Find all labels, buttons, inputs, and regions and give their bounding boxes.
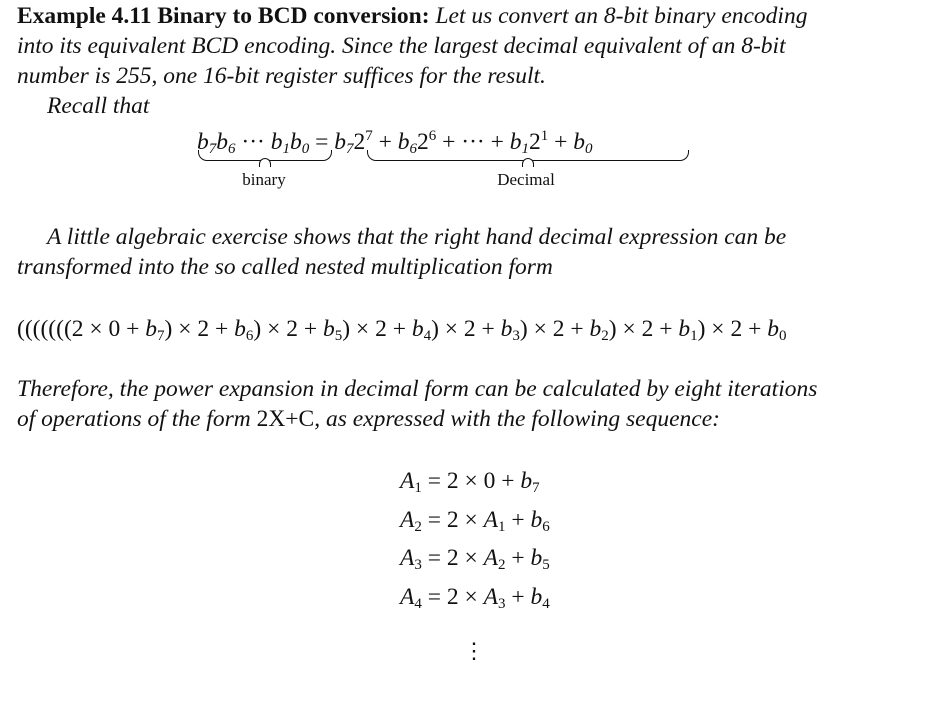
sequence-row-4: $A_4 = 2 \times A_3 + b_4$ [400,584,550,612]
nested-part-b3: $b_3) \times 2$ + [500,316,590,344]
nested-part-b1: $b_1) \times 2$ + [678,316,768,344]
nested-part-b2: $b_2) \times 2$ + [589,316,679,344]
sequence-row-2: $A_2 = 2 \times A_1 + b_6$ [400,507,550,535]
continuation-vdots: ⋮ [463,638,485,663]
nested-part-b0: $b_0$ [767,316,787,344]
example-heading-line [17,1,807,31]
nested-multiplication-form [17,314,786,344]
rhs-power-7: $2^7$ [353,128,373,155]
rhs-power-1: $2^1$ [529,128,549,155]
nested-part-b5: $b_5) \times 2$ + [322,316,412,344]
sequence-row-3: $A_3 = 2 \times A_2 + b_5$ [400,545,550,573]
sequence-row-1: $A_1 = 2 \times 0 + b_7$ [400,468,540,496]
nested-part-b7: $b_7) \times 2$ + [145,316,235,344]
rhs-ellipsis: + ··· + [436,129,510,155]
equals-sign: = [315,129,329,155]
intro-line-3: number is 255, one 16-bit register suffices for the result. [17,63,546,89]
rhs-plus-2: + [548,129,574,155]
rhs-power-6: $2^6$ [417,128,437,155]
rhs-term-b0: $b_0$ [573,129,593,157]
intro-line-1: Let us convert an 8-bit binary encoding [435,3,808,29]
rhs-term-b6: $b_6$ [397,129,418,157]
rhs-plus-1: + [372,129,398,155]
form-2x-plus-c: 2X+C [256,406,315,432]
nested-part-b4: $b_4) \times 2$ + [411,316,501,344]
nested-prefix: (((((((2 × 0 + [17,316,146,342]
decimal-label: Decimal [497,170,555,189]
recall-text: Recall that [47,93,150,119]
lhs-b0: $b_0$ [289,129,310,157]
example-label: Example 4.11 [17,3,152,29]
paragraph2-line-2: transformed into the so called nested multiplication form [17,254,553,280]
rhs-term-b7: $b_7$ [334,129,354,157]
example-title: Binary to BCD conversion: [157,3,430,29]
lhs-b1: $b_1$ [270,129,290,157]
lhs-dots: ··· [235,129,271,155]
rhs-term-b1: $b_1$ [509,129,529,157]
lhs-b7: $b_7$ [197,129,217,157]
intro-line-2: into its equivalent BCD encoding. Since the largest decimal equivalent of an 8-bit [17,33,786,59]
paragraph3-line-1: Therefore, the power expansion in decimal form can be calculated by eight iterations [17,376,818,402]
binary-label: binary [242,170,286,189]
lhs-b6: $b_6$ [216,129,236,157]
paragraph3-line-2: of operations of the form 2X+C, as expressed with the following sequence: [17,406,720,432]
binary-underbrace-tip [259,158,271,167]
decimal-underbrace-tip [522,158,534,167]
paragraph2-line-1: A little algebraic exercise shows that the right hand decimal expression can be [47,224,787,250]
nested-part-b6: $b_6) \times 2$ + [234,316,323,344]
